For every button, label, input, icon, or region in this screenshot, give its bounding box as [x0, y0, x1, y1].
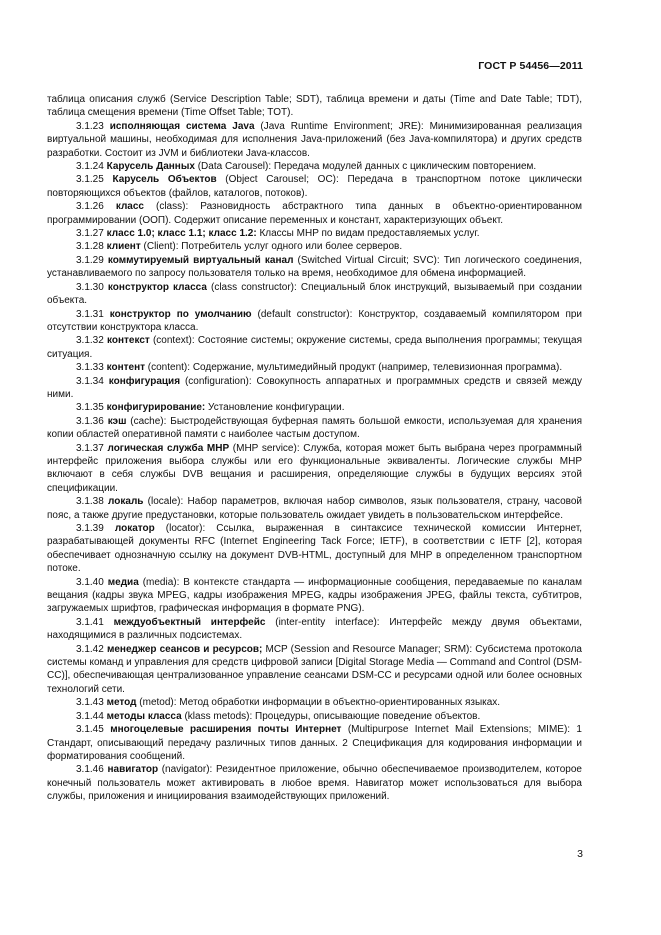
entry-term: междуобъектный интерфейс — [113, 616, 266, 628]
entry-definition: (navigator): Резидентное приложение, обычно обеспечиваемое производителем, которое конечный пользователь может активировать в любое время. Навигатор может использоваться для выбора службы, приложения и инициирования взаимодействующих приложений. — [47, 764, 582, 803]
page-number: 3 — [577, 848, 583, 860]
entry-term: конфигурирование: — [106, 402, 206, 414]
entry-term: Карусель Объектов — [112, 174, 217, 186]
entry-term: Карусель Данных — [106, 161, 195, 173]
entry-definition: (configuration): Совокупность аппаратных и программных средств и связей между ними. — [47, 375, 582, 400]
entry-definition: (locale): Набор параметров, включая набор символов, язык пользователя, страну, часовой пояс, а также другие предустановки, которые пользователь ожидает увидеть в пользовательском интерфейсе. — [47, 496, 582, 521]
definition-entry — [47, 710, 582, 723]
definition-entry — [47, 240, 582, 253]
entry-number: 3.1.36 — [76, 415, 104, 427]
entry-definition: (klass metods): Процедуры, описывающие поведение объектов. — [181, 710, 481, 722]
entry-number: 3.1.43 — [76, 697, 104, 709]
entry-definition: (Data Carousel): Передача модулей данных с циклическим повторением. — [194, 161, 537, 173]
entry-term: метод — [106, 697, 137, 709]
entry-definition: (Client): Потребитель услуг одного или более серверов. — [140, 241, 403, 253]
entry-term: класс 1.0; класс 1.1; класс 1.2: — [106, 228, 257, 240]
definition-entry — [47, 227, 582, 240]
entry-term: медиа — [107, 576, 139, 588]
entry-number: 3.1.31 — [76, 308, 104, 320]
entry-definition: Классы MHP по видам предоставляемых услуг. — [256, 228, 480, 240]
entry-number: 3.1.44 — [76, 710, 104, 722]
entry-number: 3.1.34 — [76, 375, 104, 387]
entry-term: класс — [115, 201, 144, 213]
entry-number: 3.1.30 — [76, 281, 104, 293]
entry-number: 3.1.24 — [76, 161, 104, 173]
entry-number: 3.1.29 — [76, 254, 104, 266]
entry-definition: (Switched Virtual Circuit; SVC): Тип логического соединения, устанавливаемого по запросу пользователя только на время, необходимое для обмена информацией. — [47, 254, 582, 280]
entry-definition: (Multipurpose Internet Mail Extensions; MIME): 1 Стандарт, описывающий передачу различных типов данных. 2 Спецификация для кодирования информации и форматирования сообщений. — [47, 724, 582, 762]
definition-entry — [47, 361, 582, 374]
definition-entry — [47, 415, 582, 442]
entry-definition: (content): Содержание, мультимедийный продукт (например, телевизионная программа). — [145, 362, 563, 374]
entry-definition: (media): В контексте стандарта — информационные сообщения, передаваемые по каналам вещания (кадры звука MPEG, кадры изображения MPEG, кадры изображения JPEG, файлы текста, субтитров, загружаемых шрифтов, графическая информация в формате PNG). — [47, 576, 582, 615]
entry-term: клиент — [106, 241, 141, 253]
definition-entry — [47, 401, 582, 414]
entry-term: локатор — [114, 523, 155, 534]
entry-number: 3.1.26 — [76, 201, 104, 213]
entry-number: 3.1.41 — [76, 616, 104, 628]
entry-term: менеджер сеансов и ресурсов; — [106, 643, 263, 655]
entry-number: 3.1.27 — [76, 228, 104, 240]
entry-number: 3.1.42 — [76, 643, 104, 655]
entry-definition: (cache): Быстродействующая буферная память большой емкости, используемая для хранения копии областей оперативной памяти с наиболее частым доступом. — [47, 415, 582, 441]
entry-term: конструктор класса — [107, 281, 207, 293]
definition-entry — [47, 375, 582, 402]
definition-entry — [47, 763, 582, 803]
entry-number: 3.1.39 — [76, 523, 104, 534]
entry-definition: (MHP service): Служба, которая может быть выбрана через программный интерфейс приложения выбора службы или его функциональные эквиваленты. Логические службы MHP включают в себя службы DVB вещания и расширения, определяющие службы в будущих версиях этой спецификации. — [47, 442, 582, 494]
entry-term: коммутируемый виртуальный канал — [107, 254, 294, 266]
entry-definition: Установление конфигурации. — [205, 402, 345, 414]
definition-entry — [47, 308, 582, 335]
definition-entry — [47, 723, 582, 763]
entry-definition: (inter-entity interface): Интерфейс между двумя объектами, находящимися в различных подсистемах. — [47, 616, 582, 642]
entry-number: 3.1.38 — [76, 496, 104, 508]
entry-definition: MCP (Session and Resource Manager; SRM): Субсистема протокола системы команд и управления для средств цифровой записи [Digital Storage Media — Command and Control (DSM-CC)], обеспечивающая централизованное управление сеансами DSM-CC и ресурсами одной или более основных технологий сети. — [47, 643, 582, 695]
entry-term: конфигурация — [108, 375, 181, 387]
entry-term: локаль — [108, 496, 144, 508]
entry-term: контекст — [106, 335, 150, 347]
entry-number: 3.1.28 — [76, 241, 104, 253]
entry-term: многоцелевые расширения почты Интернет — [110, 724, 342, 736]
definition-entry — [47, 442, 582, 496]
definition-entry — [47, 120, 582, 160]
definition-entry — [47, 281, 582, 308]
continuation-paragraph: таблица описания служб (Service Description Table; SDT), таблица времени и даты (Time and Date Table; TDT), таблица смещения времени (Time Offset Table; TOT). — [47, 94, 582, 119]
entry-term: исполняющая система Java — [109, 120, 255, 132]
entry-definition: (Java Runtime Environment; JRE): Минимизированная реализация виртуальной машины, необходимая для исполнения Java-приложений (без Java-компилятора) и других средств разработки. Состоит из JVM и библиотеки Java-классов. — [47, 120, 583, 159]
entry-number: 3.1.33 — [76, 362, 104, 374]
document-header — [478, 60, 583, 72]
standard-number: ГОСТ Р 54456—2011 — [478, 60, 583, 72]
entry-number: 3.1.40 — [76, 576, 104, 588]
entry-term: конструктор по умолчанию — [109, 308, 252, 320]
entry-term: контент — [106, 362, 146, 374]
definition-entry — [47, 616, 582, 643]
entry-definition: (Object Carousel; OC): Передача в транспортном потоке циклически повторяющихся объектов (файлов, каталогов, потоков). — [47, 174, 582, 199]
entry-term: логическая служба MHP — [107, 442, 230, 454]
entry-number: 3.1.37 — [76, 442, 104, 454]
definition-entry — [47, 160, 582, 173]
entry-definition: (metod): Метод обработки информации в объектно-ориентированных языках. — [136, 697, 501, 709]
definition-entry — [47, 173, 582, 200]
entry-definition: (default constructor): Конструктор, создаваемый компилятором при отсутствии конструктора класса. — [47, 308, 583, 333]
entry-number: 3.1.35 — [76, 402, 104, 414]
definition-entry — [47, 522, 582, 576]
entry-definition: (class): Разновидность абстрактного типа данных в объектно-ориентированном программировании (ООП). Содержит описание переменных и констант, характеризующих объект. — [47, 201, 582, 226]
definition-entry — [47, 643, 582, 697]
entry-number: 3.1.45 — [76, 724, 104, 736]
entry-number: 3.1.23 — [76, 120, 104, 132]
definition-entry — [47, 576, 582, 616]
entry-number: 3.1.25 — [76, 174, 104, 186]
entry-term: методы класса — [106, 710, 182, 722]
definition-entry — [47, 254, 582, 281]
entry-term: навигатор — [107, 764, 159, 776]
definition-entry — [47, 334, 582, 361]
entry-definition: (class constructor): Специальный блок инструкций, вызываемый при создании объекта. — [47, 281, 582, 307]
document-body — [47, 93, 582, 804]
entry-definition: (context): Состояние системы; окружение системы, среда выполнения программы; текущая ситуация. — [47, 335, 582, 360]
entry-number: 3.1.46 — [76, 764, 104, 776]
definition-entry — [47, 200, 582, 227]
entry-term: кэш — [107, 415, 127, 427]
definition-entry — [47, 696, 582, 709]
entry-number: 3.1.32 — [76, 335, 104, 347]
definition-entry — [47, 495, 582, 522]
entry-definition: (locator): Ссылка, выраженная в синтаксисе технической комиссии Интернет, разрабатывающей документы RFC (Internet Engineering Tack Force; IETF), в соответствии с IETF [2], которая обеспечивает однозначную ссылку на документ DVB-HTML, доступный для MHP в определенном транспортном потоке. — [47, 523, 582, 575]
